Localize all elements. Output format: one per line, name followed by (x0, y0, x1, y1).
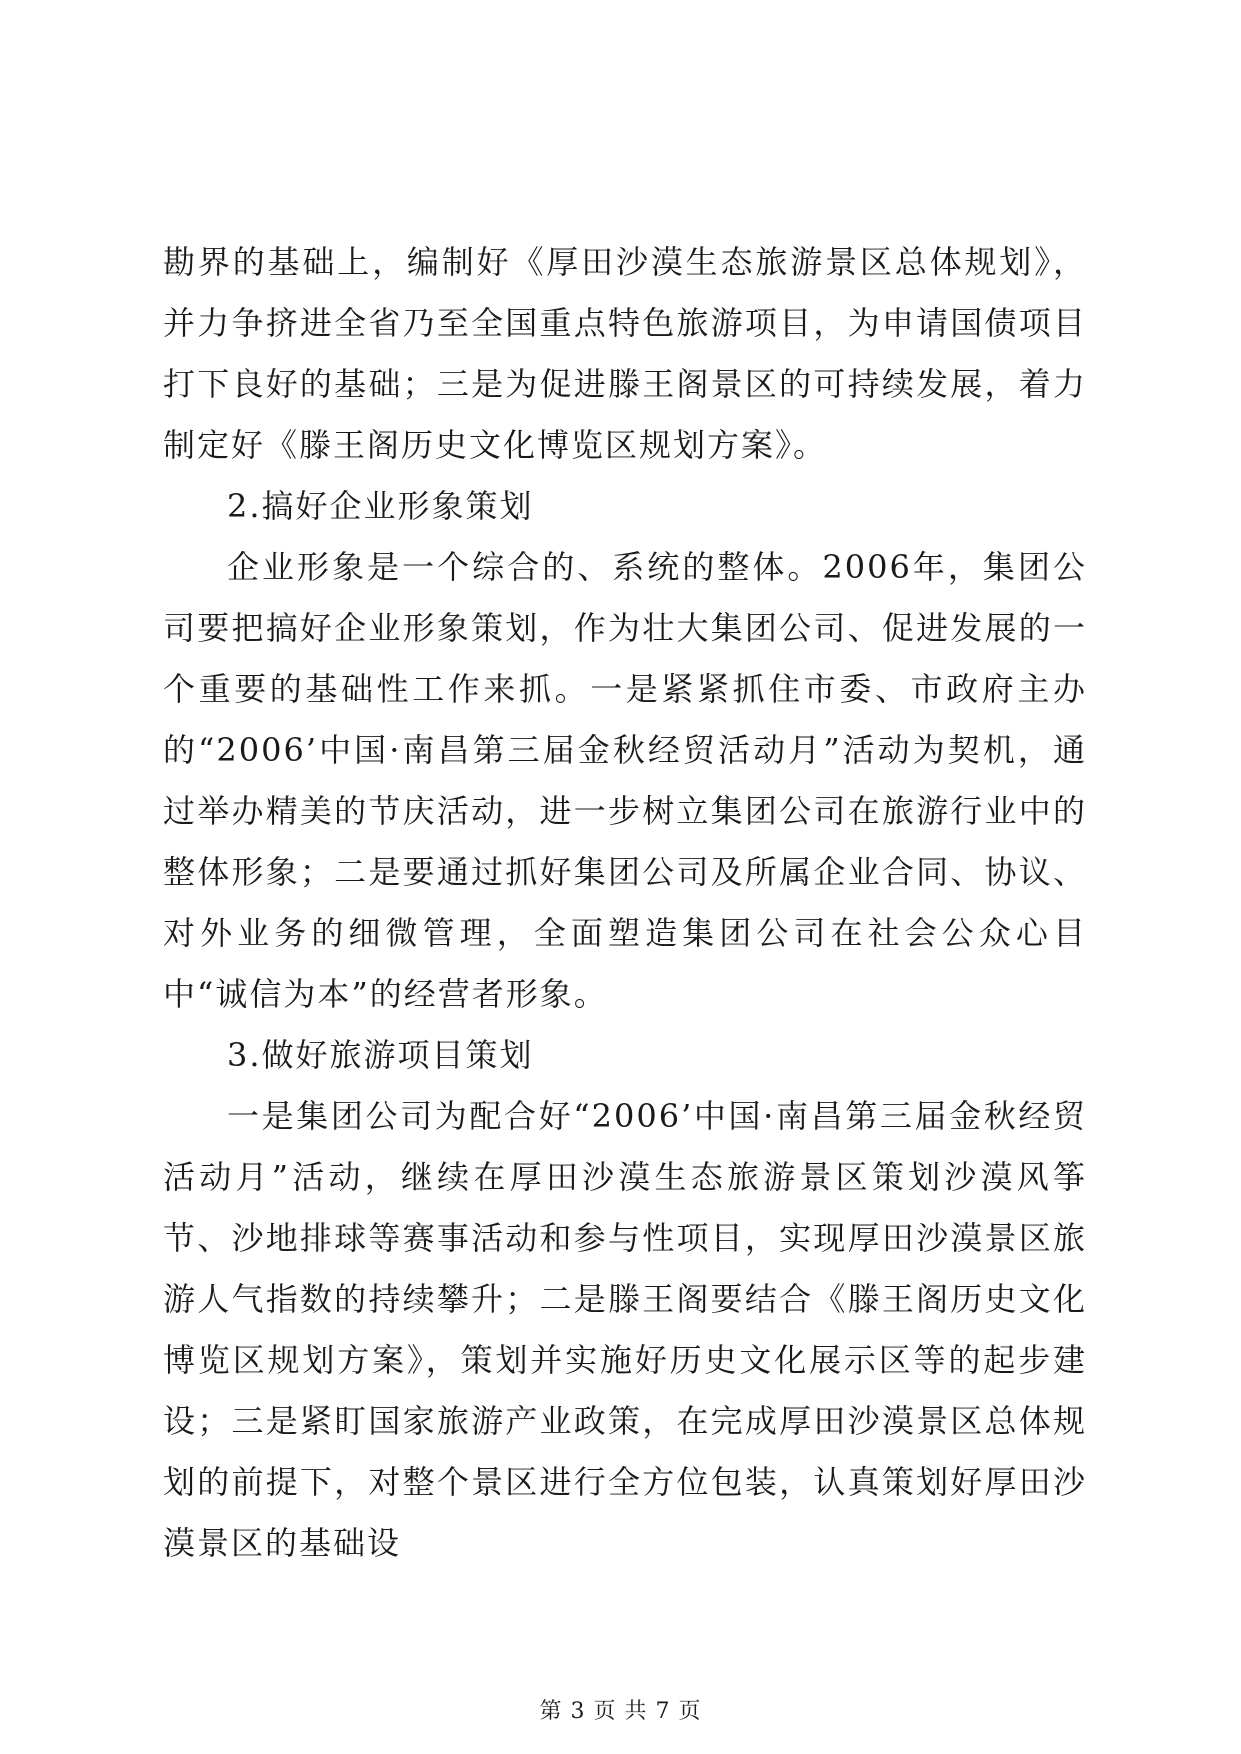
paragraph-continued: 勘界的基础上，编制好《厚田沙漠生态旅游景区总体规划》，并力争挤进全省乃至全国重点特色旅游项目，为申请国债项目打下良好的基础；三是为促进滕王阁景区的可持续发展，着力制定好《滕王阁历史文化博览区规划方案》。 (163, 243, 1087, 464)
paragraph-tourism-projects: 一是集团公司为配合好“2006’中国·南昌第三届金秋经贸活动月”活动，继续在厚田沙漠生态旅游景区策划沙漠风筝节、沙地排球等赛事活动和参与性项目，实现厚田沙漠景区旅游人气指数的持续攀升；二是滕王阁要结合《滕王阁历史文化博览区规划方案》，策划并实施好历史文化展示区等的起步建设；三是紧盯国家旅游产业政策，在完成厚田沙漠景区总体规划的前提下，对整个景区进行全方位包装，认真策划好厚田沙漠景区的基础设 (163, 1097, 1087, 1562)
section-heading-3: 3.做好旅游项目策划 (227, 1036, 534, 1074)
section-heading-2: 2.搞好企业形象策划 (227, 487, 534, 525)
paragraph-corporate-image: 企业形象是一个综合的、系统的整体。2006年，集团公司要把搞好企业形象策划，作为壮大集团公司、促进发展的一个重要的基础性工作来抓。一是紧紧抓住市委、市政府主办的“2006’中国·南昌第三届金秋经贸活动月”活动为契机，通过举办精美的节庆活动，进一步树立集团公司在旅游行业中的整体形象；二是要通过抓好集团公司及所属企业合同、协议、对外业务的细微管理，全面塑造集团公司在社会公众心目中“诚信为本”的经营者形象。 (163, 548, 1087, 1013)
page-number-footer: 第 3 页 共 7 页 (539, 1699, 702, 1724)
document-body (163, 232, 1087, 1574)
